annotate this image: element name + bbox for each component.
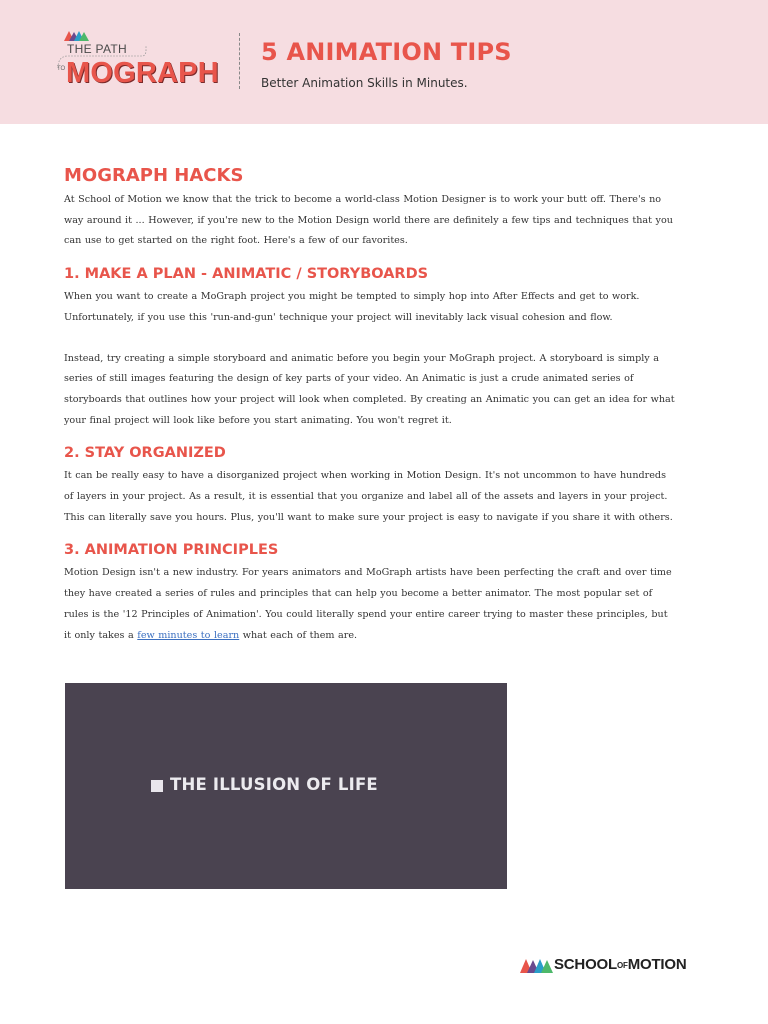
- triangle-mountains-icon: [520, 957, 553, 973]
- principles-text-before-link: Motion Design isn't a new industry. For years animators and MoGraph artists have been perfecting the craft and over time they have created a series of rules and principles that can help you become a better animator. The most popular set of rules is the '12 Principles of Animation'. You could literally spend your entire career trying to master these principles, but it only takes a: [64, 567, 672, 641]
- section-heading-make-a-plan: 1. MAKE A PLAN - ANIMATIC / STORYBOARDS: [64, 266, 429, 283]
- header-divider: [239, 33, 240, 89]
- plan-paragraph-1: When you want to create a MoGraph project you might be tempted to simply hop into After Effects and get to work. Unfortunately, if you use this 'run-and-gun' technique your project will inevitably lack visual cohesion and flow.: [64, 291, 640, 323]
- article-body: [64, 165, 678, 646]
- principles-paragraph: [64, 563, 678, 646]
- path-to-mograph-logo: [54, 28, 224, 94]
- few-minutes-to-learn-link[interactable]: few minutes to learn: [137, 629, 240, 641]
- intro-paragraph: At School of Motion we know that the trick to become a world-class Motion Designer is to work your butt off. There's no way around it ... However, if you're new to the Motion Design world there are definitely a few tips and techniques that you can use to get started on the right foot. Here's a few of our favorites.: [64, 194, 673, 247]
- section-heading-animation-principles: 3. ANIMATION PRINCIPLES: [64, 542, 279, 559]
- logo-to: TO: [57, 66, 66, 72]
- page-header: [0, 0, 768, 124]
- square-bullet-icon: [151, 780, 163, 792]
- principles-text-after-link: what each of them are.: [239, 629, 358, 641]
- triangle-mountains-icon: [64, 30, 90, 41]
- brand-school: SCHOOL: [554, 956, 617, 973]
- illusion-of-life-video-thumbnail[interactable]: [65, 683, 507, 889]
- organized-paragraph: It can be really easy to have a disorganized project when working in Motion Design. It's not uncommon to have hundreds of layers in your project. As a result, it is essential that you organize and label all of the assets and layers in your project. This can literally save you hours. Plus, you'll want to make sure your project is easy to navigate if you share it with others.: [64, 470, 673, 523]
- section-heading-mograph-hacks: MOGRAPH HACKS: [64, 165, 244, 186]
- school-of-motion-wordmark: [554, 956, 686, 973]
- brand-of: OF: [616, 961, 628, 970]
- brand-motion: MOTION: [627, 956, 687, 973]
- logo-line-2: MOGRAPH: [66, 57, 219, 89]
- document-title: 5 ANIMATION TIPS: [261, 38, 512, 66]
- document-subtitle: Better Animation Skills in Minutes.: [261, 76, 468, 90]
- school-of-motion-logo: [520, 956, 710, 976]
- plan-paragraph-2: Instead, try creating a simple storyboard and animatic before you begin your MoGraph project. A storyboard is simply a series of still images featuring the design of key parts of your video. An Animatic is just a crude animated series of storyboards that outlines how your project will look when completed. By creating an Animatic you can get an idea for what your final project will look like before you start animating. You won't regret it.: [64, 352, 675, 426]
- video-caption: THE ILLUSION OF LIFE: [170, 775, 378, 794]
- section-heading-stay-organized: 2. STAY ORGANIZED: [64, 445, 226, 462]
- logo-line-1: THE PATH: [67, 42, 127, 56]
